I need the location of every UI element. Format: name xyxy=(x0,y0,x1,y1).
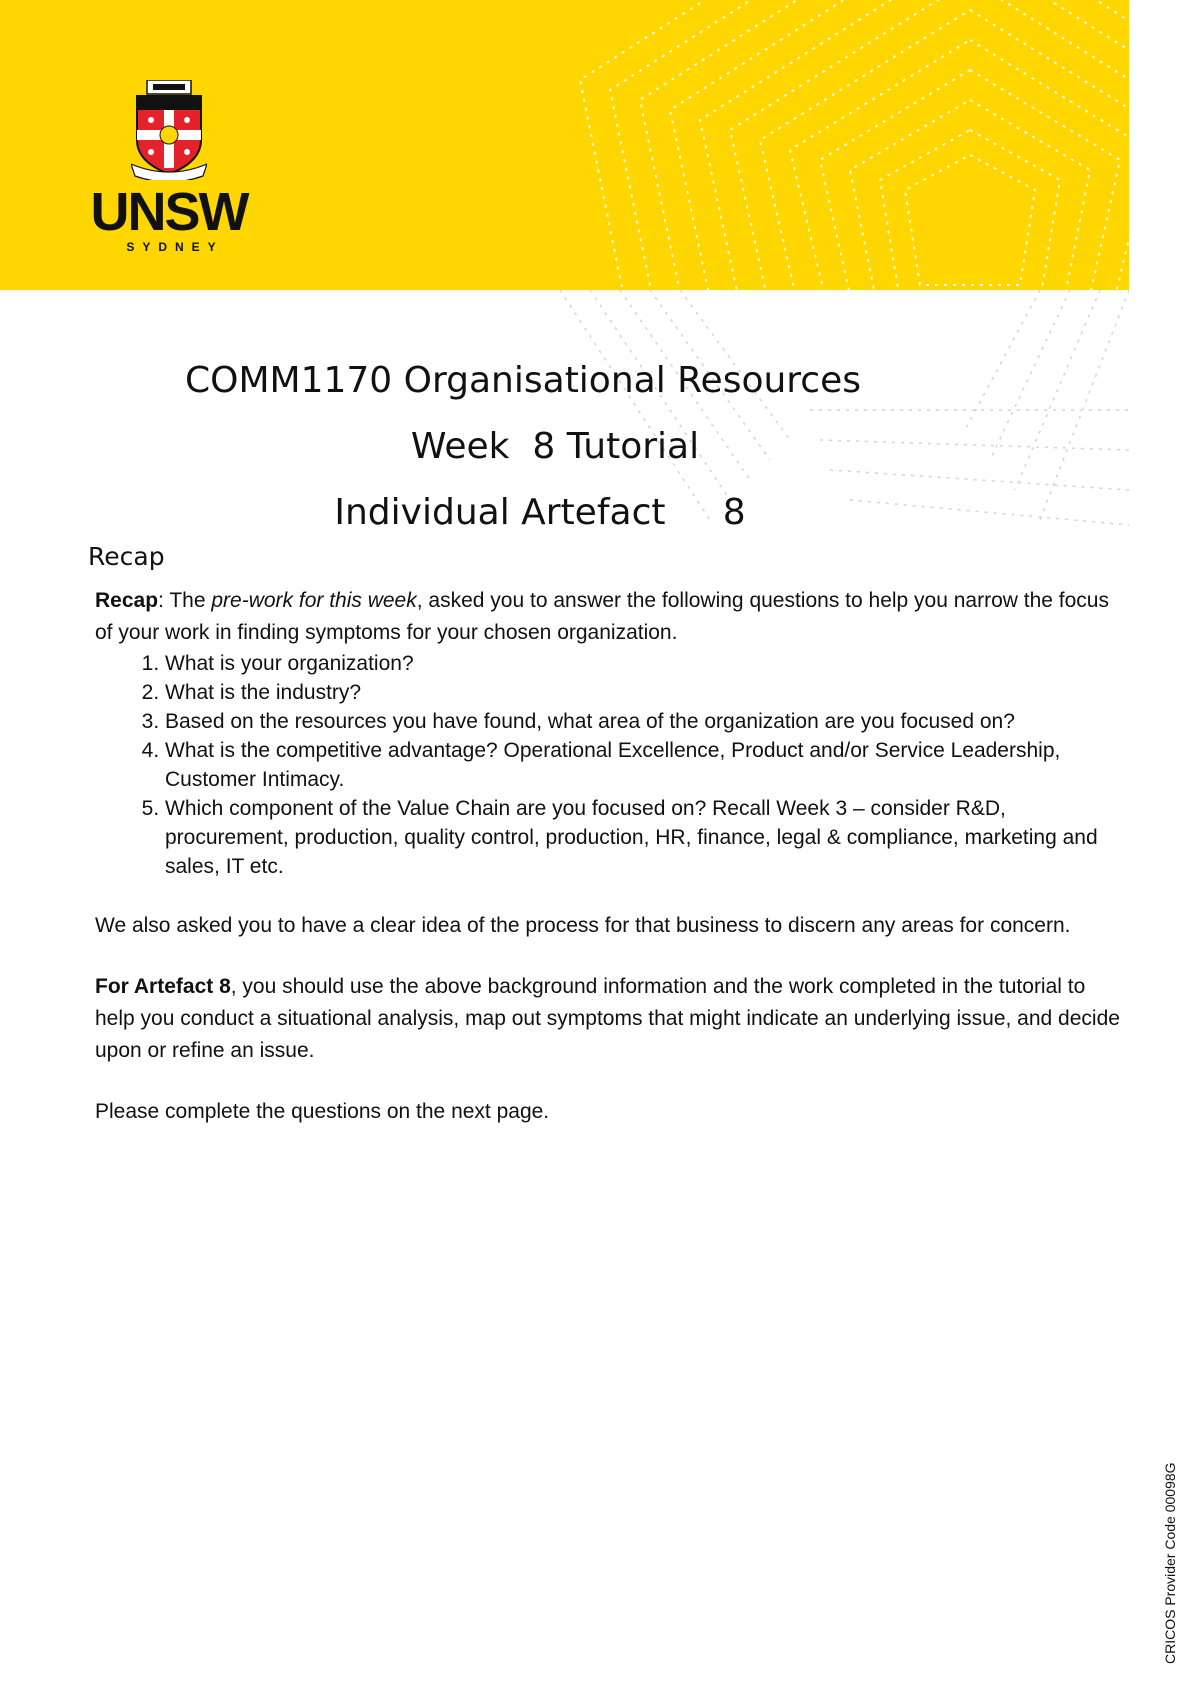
question-item: 1. What is your organization? xyxy=(165,649,1130,678)
recap-body xyxy=(95,585,1130,1128)
recap-intro-italic: pre-work for this week xyxy=(211,589,417,612)
artefact-text: , you should use the above background information and the work completed in the tutorial to help you conduct a situational analysis, map out symptoms that might indicate an underlying issue, and decide upon or refine an issue. xyxy=(95,975,1120,1062)
course-title: COMM1170 Organisational Resources xyxy=(184,360,862,401)
recap-intro-bold: Recap xyxy=(95,589,159,612)
question-item: 5. Which component of the Value Chain are you focused on? Recall Week 3 – consider R&D, procurement, production, quality control, production, HR, finance, legal & compliance, marketing and sales, IT etc. xyxy=(165,794,1130,881)
unsw-logo xyxy=(84,80,254,260)
question-item: 3. Based on the resources you have found, what area of the organization are you focused on? xyxy=(165,707,1130,736)
brand-subtitle: SYDNEY xyxy=(126,240,224,254)
crest-icon xyxy=(131,80,207,180)
brand-wordmark: UNSW xyxy=(90,182,248,242)
artefact-bold: For Artefact 8 xyxy=(95,975,231,998)
header-banner xyxy=(0,0,1129,290)
week-title: Week 8 Tutorial xyxy=(410,426,700,467)
question-item: 2. What is the industry? xyxy=(165,678,1130,707)
recap-intro-text-1: : The xyxy=(158,589,212,612)
process-paragraph: We also asked you to have a clear idea of the process for that business to discern any areas for concern. xyxy=(95,914,1071,937)
recap-intro-text-2: , asked you to answer the following questions to help you narrow the focus of your work in finding symptoms for your chosen organization. xyxy=(95,589,1109,644)
question-list xyxy=(95,649,1130,881)
closing-paragraph: Please complete the questions on the next page. xyxy=(95,1100,550,1123)
recap-heading: Recap xyxy=(88,542,165,571)
recap-intro xyxy=(95,585,1130,649)
artefact-title: Individual Artefact 8 xyxy=(334,492,746,533)
question-item: 4. What is the competitive advantage? Operational Excellence, Product and/or Service Leadership, Customer Intimacy. xyxy=(165,736,1130,794)
artefact-paragraph xyxy=(95,971,1130,1067)
document-title xyxy=(0,348,1110,546)
cricos-code: CRICOS Provider Code 00098G xyxy=(1162,1462,1178,1664)
